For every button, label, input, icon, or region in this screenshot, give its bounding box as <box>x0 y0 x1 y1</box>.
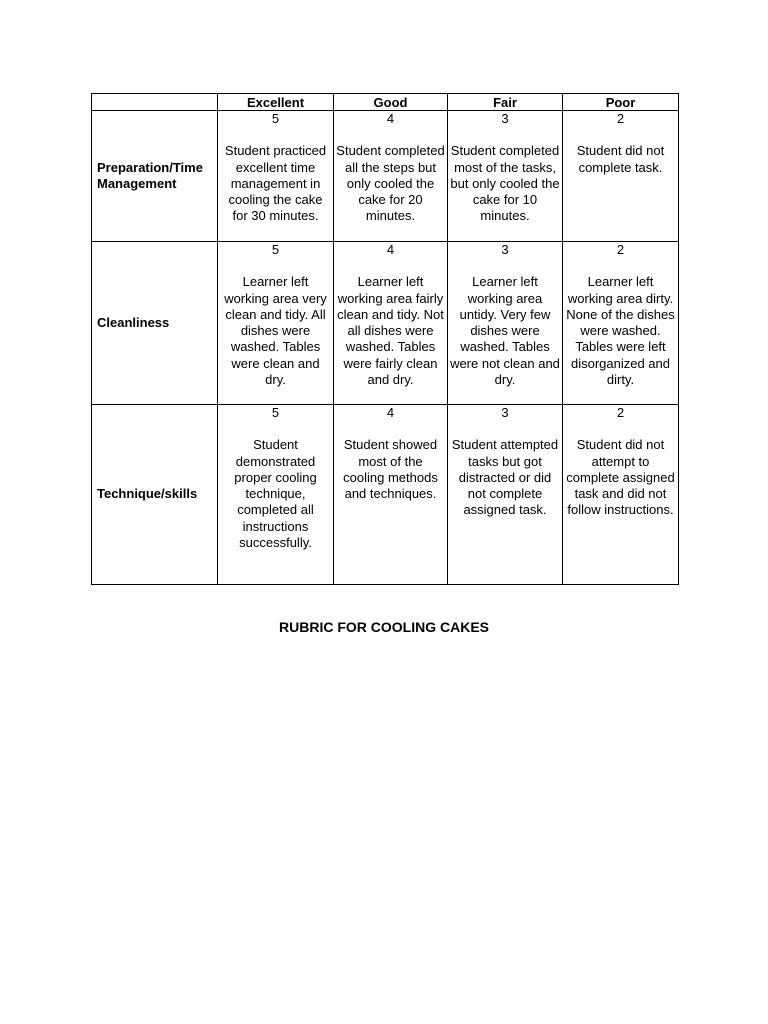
criterion-label: Preparation/Time Management <box>92 111 218 242</box>
score-value: 3 <box>501 111 509 126</box>
cell-description: Student attempted tasks but got distracted or did not complete assigned task. <box>451 437 559 518</box>
cell-description: Student completed all the steps but only cooled the cake for 20 minutes. <box>336 143 445 224</box>
cell-description: Student showed most of the cooling methods and techniques. <box>343 437 438 502</box>
score-value: 3 <box>501 405 509 420</box>
cell-description: Learner left working area fairly clean and tidy. Not all dishes were washed. Tables were fairly clean and dry. <box>337 274 444 388</box>
header-corner <box>92 94 218 111</box>
header-row <box>92 94 679 111</box>
page-title: RUBRIC FOR COOLING CAKES <box>279 619 489 635</box>
rubric-cell-poor <box>563 242 679 405</box>
cell-description: Student demonstrated proper cooling technique, completed all instructions successfully. <box>234 437 317 551</box>
rubric-cell-fair <box>448 405 563 585</box>
rubric-cell-fair <box>448 111 563 242</box>
rubric-cell-good <box>334 405 448 585</box>
table-row-preparation <box>92 111 679 242</box>
header-fair: Fair <box>448 94 563 111</box>
score-value: 2 <box>616 242 625 257</box>
score-value: 4 <box>386 111 395 126</box>
header-good: Good <box>334 94 448 111</box>
cell-description: Learner left working area dirty. None of the dishes were washed. Tables were left disorganized and dirty. <box>566 274 675 388</box>
cell-description: Learner left working area untidy. Very few dishes were washed. Tables were not clean and dry. <box>450 274 560 388</box>
rubric-cell-poor <box>563 111 679 242</box>
score-value: 2 <box>616 405 625 420</box>
table-row-technique <box>92 405 679 585</box>
table-row-cleanliness <box>92 242 679 405</box>
score-value: 3 <box>501 242 509 257</box>
cell-description: Learner left working area very clean and tidy. All dishes were washed. Tables were clean and dry. <box>224 274 327 388</box>
header-excellent: Excellent <box>218 94 334 111</box>
rubric-cell-good <box>334 242 448 405</box>
score-value: 5 <box>271 242 280 257</box>
cell-description: Student practiced excellent time management in cooling the cake for 30 minutes. <box>224 143 327 224</box>
criterion-label: Technique/skills <box>92 405 218 585</box>
rubric-table <box>91 93 679 585</box>
rubric-cell-fair <box>448 242 563 405</box>
score-value: 5 <box>271 405 280 420</box>
score-value: 5 <box>271 111 280 126</box>
rubric-cell-excellent <box>218 242 334 405</box>
cell-description: Student did not attempt to complete assigned task and did not follow instructions. <box>566 437 675 518</box>
cell-description: Student completed most of the tasks, but only cooled the cake for 10 minutes. <box>450 143 560 224</box>
rubric-cell-good <box>334 111 448 242</box>
header-poor: Poor <box>563 94 679 111</box>
score-value: 2 <box>616 111 625 126</box>
criterion-label: Cleanliness <box>92 242 218 405</box>
rubric-cell-excellent <box>218 405 334 585</box>
score-value: 4 <box>386 242 395 257</box>
rubric-cell-poor <box>563 405 679 585</box>
cell-description: Student did not complete task. <box>576 143 665 175</box>
rubric-cell-excellent <box>218 111 334 242</box>
score-value: 4 <box>386 405 395 420</box>
